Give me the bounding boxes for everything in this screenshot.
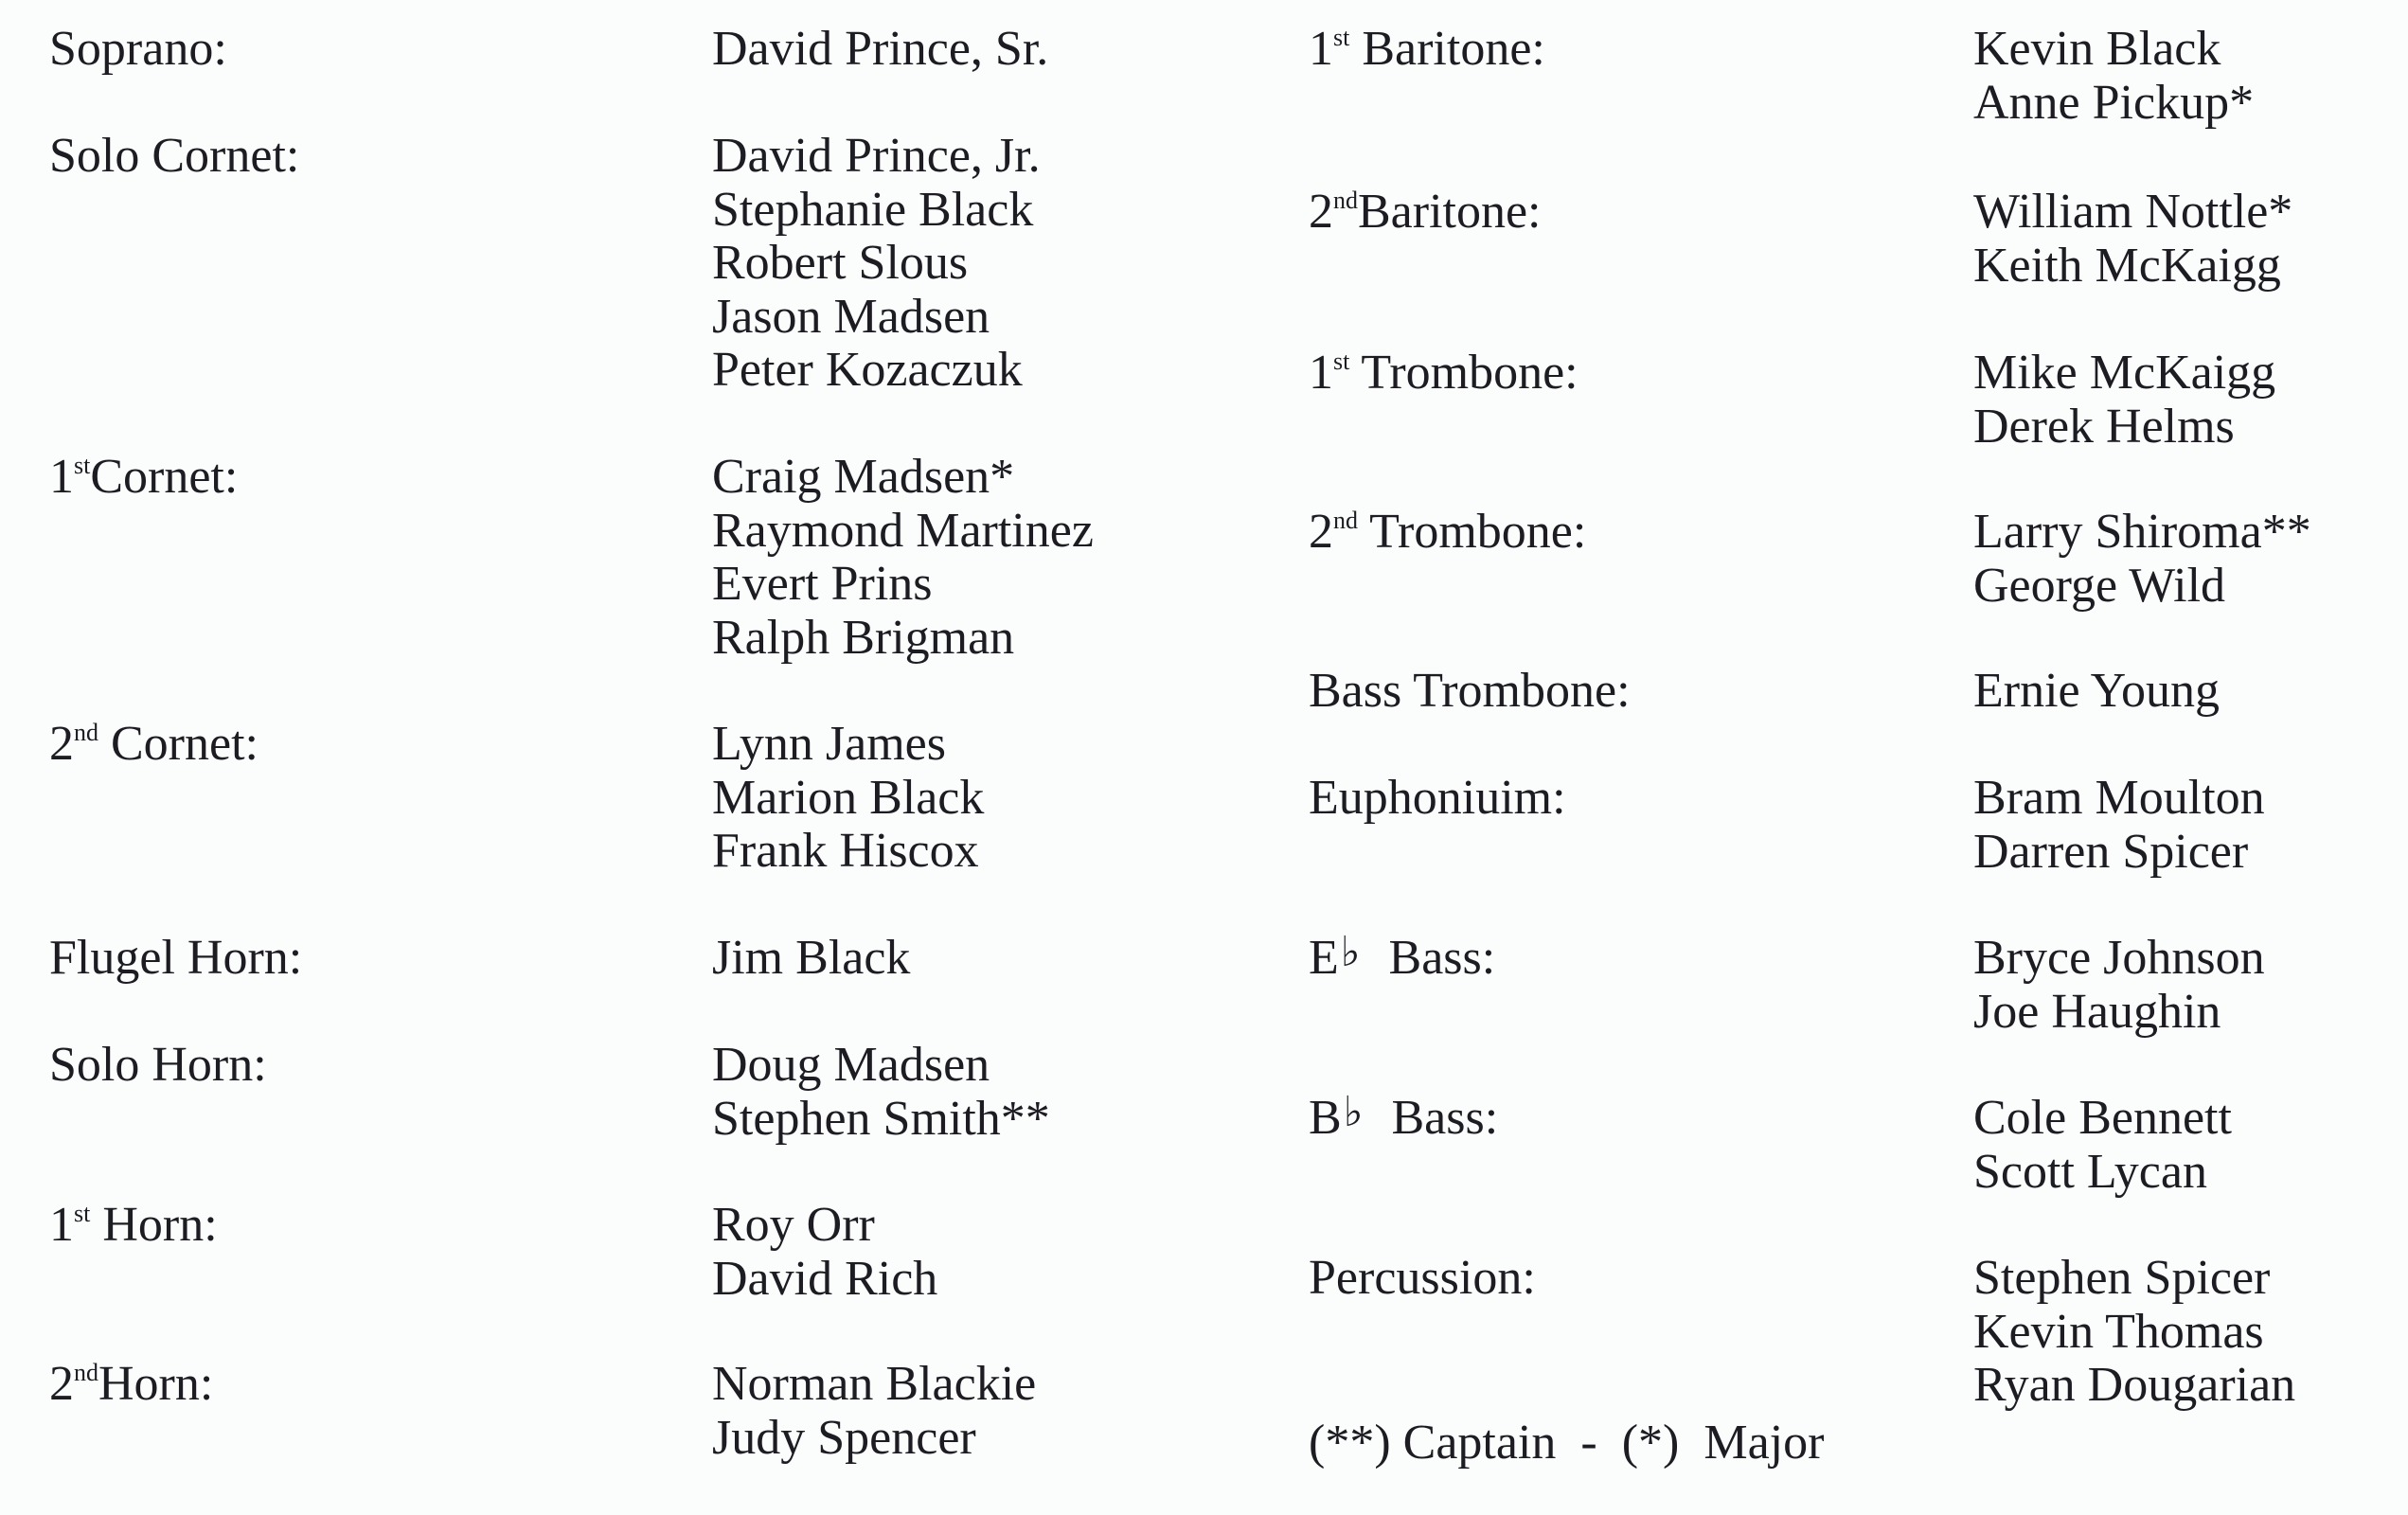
- member-list: [712, 451, 1094, 665]
- member-list: [712, 1039, 1050, 1146]
- legend-major: (*) Major: [1621, 1416, 1825, 1470]
- member-name: Bram Moulton: [1973, 771, 2265, 825]
- member-name: Larry Shiroma**: [1973, 505, 2311, 559]
- section-label: Percussion:: [1309, 1251, 1536, 1305]
- section-label: 2ndHorn:: [49, 1357, 214, 1411]
- member-list: [712, 718, 984, 879]
- section-label: 1stCornet:: [49, 450, 239, 504]
- member-name: Kevin Black: [1973, 22, 2221, 76]
- member-name: Mike McKaigg: [1973, 346, 2276, 400]
- rank-legend: [1309, 1417, 1824, 1470]
- member-name: Ernie Young: [1973, 664, 2221, 718]
- member-name: Jason Madsen: [712, 289, 990, 344]
- section-label: Solo Cornet:: [49, 129, 300, 183]
- member-list: [1973, 772, 2265, 879]
- section-label: 2nd Cornet:: [49, 717, 259, 771]
- member-name: Kevin Thomas: [1973, 1304, 2264, 1359]
- member-name: Anne Pickup*: [1973, 75, 2255, 130]
- member-name: Stephen Spicer: [1973, 1251, 2271, 1305]
- legend-separator: -: [1580, 1416, 1597, 1470]
- member-name: Stephen Smith**: [712, 1091, 1050, 1146]
- member-list: [1973, 506, 2311, 613]
- member-name: Keith McKaigg: [1973, 238, 2281, 293]
- member-name: David Prince, Jr.: [712, 129, 1041, 183]
- member-name: Jim Black: [712, 931, 911, 985]
- member-name: Marion Black: [712, 770, 985, 825]
- member-list: [1973, 932, 2265, 1039]
- member-name: Judy Spencer: [712, 1410, 976, 1465]
- member-name: David Prince, Sr.: [712, 22, 1049, 76]
- section-label: Flugel Horn:: [49, 931, 303, 985]
- member-name: Peter Kozaczuk: [712, 343, 1023, 397]
- flat-symbol: ♭: [1340, 928, 1361, 976]
- legend-captain: (**) Captain: [1309, 1416, 1557, 1470]
- member-name: Cole Bennett: [1973, 1091, 2232, 1145]
- member-name: Bryce Johnson: [1973, 931, 2265, 985]
- section-label: Euphoniuim:: [1309, 771, 1566, 825]
- member-name: George Wild: [1973, 558, 2226, 613]
- section-label: 1st Horn:: [49, 1198, 218, 1252]
- flat-symbol: ♭: [1343, 1088, 1364, 1136]
- member-list: [1973, 23, 2254, 130]
- member-list: [1973, 347, 2275, 454]
- member-name: Scott Lycan: [1973, 1144, 2207, 1199]
- member-list: [1973, 665, 2220, 719]
- section-label: Bass Trombone:: [1309, 664, 1631, 718]
- member-list: [712, 1199, 937, 1306]
- member-list: [1973, 186, 2292, 293]
- member-name: David Rich: [712, 1251, 938, 1306]
- section-label: 2ndBaritone:: [1309, 185, 1542, 239]
- section-label: 2nd Trombone:: [1309, 505, 1587, 559]
- member-name: Ralph Brigman: [712, 610, 1015, 665]
- member-name: Norman Blackie: [712, 1357, 1037, 1411]
- member-name: Lynn James: [712, 717, 946, 771]
- member-name: Craig Madsen*: [712, 450, 1015, 504]
- section-label: E♭ Bass:: [1309, 928, 1496, 985]
- section-label: 1st Trombone:: [1309, 346, 1579, 400]
- section-label: Soprano:: [49, 22, 227, 76]
- member-list: [712, 932, 910, 986]
- member-list: [712, 130, 1041, 398]
- member-name: Stephanie Black: [712, 182, 1034, 237]
- section-label: Solo Horn:: [49, 1038, 267, 1092]
- member-name: Evert Prins: [712, 557, 933, 611]
- member-name: Roy Orr: [712, 1198, 875, 1252]
- member-name: William Nottle*: [1973, 185, 2293, 239]
- member-name: Ryan Dougarian: [1973, 1358, 2296, 1412]
- section-label: B♭ Bass:: [1309, 1088, 1499, 1145]
- section-label: 1st Baritone:: [1309, 22, 1545, 76]
- member-name: Frank Hiscox: [712, 824, 979, 878]
- member-name: Darren Spicer: [1973, 824, 2249, 879]
- member-name: Doug Madsen: [712, 1038, 990, 1092]
- member-name: Robert Slous: [712, 236, 969, 290]
- member-list: [1973, 1092, 2232, 1199]
- member-list: [712, 23, 1048, 77]
- member-list: [1973, 1252, 2295, 1413]
- member-name: Joe Haughin: [1973, 984, 2221, 1039]
- member-list: [712, 1358, 1036, 1465]
- member-name: Derek Helms: [1973, 399, 2235, 454]
- member-name: Raymond Martinez: [712, 503, 1094, 558]
